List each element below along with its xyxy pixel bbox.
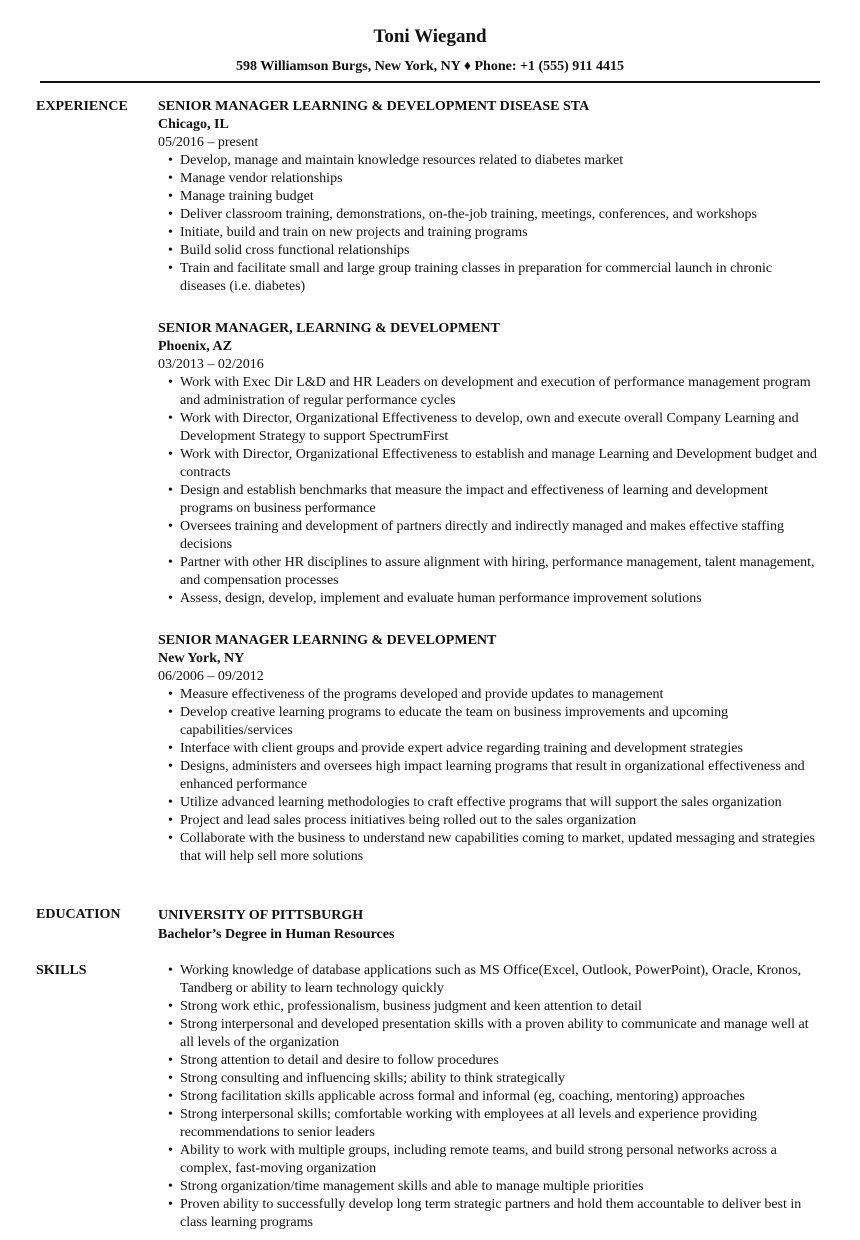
skill-item: • Strong interpersonal skills; comfortable working with employees at all levels and experience providing recommendations to senior leaders [180, 1106, 818, 1142]
school-name: UNIVERSITY OF PITTSBURGH [158, 908, 364, 923]
header-divider [40, 81, 820, 83]
job-bullets [158, 374, 818, 608]
skill-item: • Working knowledge of database applications such as MS Office(Excel, Outlook, PowerPoint), Oracle, Kronos, Tandberg or ability to learn technology quickly [180, 962, 818, 998]
skill-item: • Strong attention to detail and desire to follow procedures [180, 1052, 818, 1070]
job-entry [158, 632, 818, 866]
bullet-item: • Design and establish benchmarks that measure the impact and effectiveness of learning and development programs on business performance [180, 482, 818, 518]
bullet-item: • Work with Exec Dir L&D and HR Leaders on development and execution of performance management program and administration of regular performance cycles [180, 374, 818, 410]
bullet-item: • Build solid cross functional relationships [180, 242, 818, 260]
skill-item: • Strong facilitation skills applicable across formal and informal (eg, coaching, mentoring) approaches [180, 1088, 818, 1106]
skill-item: • Strong work ethic, professionalism, business judgment and keen attention to detail [180, 998, 818, 1016]
bullet-item: • Manage training budget [180, 188, 818, 206]
contact-line: 598 Williamson Burgs, New York, NY ♦ Phone: +1 (555) 911 4415 [235, 59, 625, 74]
bullet-item: • Develop, manage and maintain knowledge resources related to diabetes market [180, 152, 818, 170]
skill-item: • Proven ability to successfully develop long term strategic partners and hold them accountable to deliver best in class learning programs [180, 1196, 818, 1232]
section-label: SKILLS [36, 963, 87, 978]
bullet-item: • Measure effectiveness of the programs developed and provide updates to management [180, 686, 818, 704]
experience-list [158, 98, 818, 890]
skills-list [158, 962, 818, 1232]
job-location: New York, NY [158, 651, 245, 666]
job-bullets [158, 686, 818, 866]
bullet-item: • Work with Director, Organizational Effectiveness to establish and manage Learning and Development budget and contracts [180, 446, 818, 482]
skill-item: • Strong organization/time management skills and able to manage multiple priorities [180, 1178, 818, 1196]
bullet-item: • Assess, design, develop, implement and evaluate human performance improvement solutions [180, 590, 818, 608]
bullet-item: • Partner with other HR disciplines to assure alignment with hiring, performance management, talent management, and compensation processes [180, 554, 818, 590]
bullet-item: • Train and facilitate small and large group training classes in preparation for commercial launch in chronic diseases (i.e. diabetes) [180, 260, 818, 296]
candidate-name: Toni Wiegand [373, 26, 487, 47]
skill-item: • Ability to work with multiple groups, including remote teams, and build strong personal networks across a complex, fast-moving organization [180, 1142, 818, 1178]
job-title: SENIOR MANAGER, LEARNING & DEVELOPMENT [158, 321, 500, 336]
bullet-item: • Interface with client groups and provide expert advice regarding training and development strategies [180, 740, 818, 758]
job-entry [158, 98, 818, 296]
bullet-item: • Project and lead sales process initiatives being rolled out to the sales organization [180, 812, 818, 830]
job-entry [158, 320, 818, 608]
bullet-item: • Manage vendor relationships [180, 170, 818, 188]
bullet-item: • Designs, administers and oversees high impact learning programs that result in organizational effectiveness and enhanced performance [180, 758, 818, 794]
job-dates: 05/2016 – present [158, 135, 259, 150]
section-label: EXPERIENCE [36, 99, 128, 114]
bullet-item: • Collaborate with the business to understand new capabilities coming to market, updated messaging and strategies that will help sell more solutions [180, 830, 818, 866]
skill-item: • Strong consulting and influencing skills; ability to think strategically [180, 1070, 818, 1088]
section-label: EDUCATION [36, 907, 121, 922]
skill-item: • Strong interpersonal and developed presentation skills with a proven ability to communicate and manage well at all levels of the organization [180, 1016, 818, 1052]
job-dates: 06/2006 – 09/2012 [158, 669, 264, 684]
bullet-item: • Initiate, build and train on new projects and training programs [180, 224, 818, 242]
bullet-item: • Oversees training and development of partners directly and indirectly managed and makes effective staffing decisions [180, 518, 818, 554]
bullet-item: • Utilize advanced learning methodologies to craft effective programs that will support the sales organization [180, 794, 818, 812]
bullet-item: • Deliver classroom training, demonstrations, on-the-job training, meetings, conferences, and workshops [180, 206, 818, 224]
job-location: Phoenix, AZ [158, 339, 232, 354]
job-title: SENIOR MANAGER LEARNING & DEVELOPMENT DISEASE STA [158, 99, 590, 114]
job-title: SENIOR MANAGER LEARNING & DEVELOPMENT [158, 633, 497, 648]
bullet-item: • Work with Director, Organizational Effectiveness to develop, own and execute overall Company Learning and Development Strategy to support SpectrumFirst [180, 410, 818, 446]
job-location: Chicago, IL [158, 117, 229, 132]
degree: Bachelor’s Degree in Human Resources [158, 927, 395, 942]
bullet-item: • Develop creative learning programs to educate the team on business improvements and upcoming capabilities/services [180, 704, 818, 740]
job-dates: 03/2013 – 02/2016 [158, 357, 264, 372]
job-bullets [158, 152, 818, 296]
